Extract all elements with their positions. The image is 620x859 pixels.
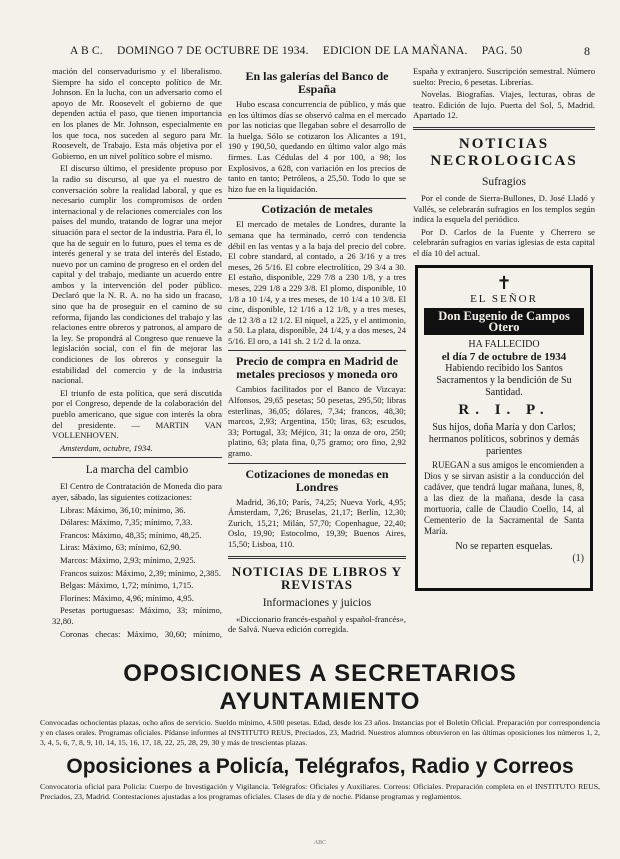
subsection-title-informaciones: Informaciones y juicios [262, 596, 372, 609]
exchange-line: Pesetas portuguesas: Máximo, 33; mínimo, 32,80. [52, 605, 222, 626]
exchange-line: Coronas checas: Máximo, 30,60; mínimo, [60, 628, 222, 639]
article-paragraph: mación del conservadurismo y el liberalismo. Siempre ha sido el concepto político de Mr. Johnson. En la lucha, con un adversario como el apoyo de Mr. Roosevelt el gobierno de que dependen actúa el paso, que tienen importancia en los planes de Mr. Johnson, especialmente en los que toca, nos suceden al seguro para Mr. Roosevelt, de Trabajo. Esta más objetiva por el Gobierno, en un nivel político sobre el mismo. [52, 66, 222, 161]
article-paragraph: Cambios facilitados por el Banco de Vizcaya: Alfonsos, 29,65 pesetas; 50 pesetas, 295,50; libras esterlinas, 36,05; dólares, 7,34; francos, 48,30; marcos, 2,93; Argentina, 150; liras, 63; escudos, 33; Portugal, 33; Méjico, 31; la onza de oro, 250; platino, 63; plata fina, 0,75 gramo; oro fino, 2,92 gramo. [228, 384, 406, 459]
header-abc: A B C. [70, 45, 103, 57]
section-title-libros: NOTICIAS DE LIBROS Y REVISTAS [231, 563, 403, 592]
obituary-family: Sus hijos, doña María y don Carlos; hermanos políticos, sobrinos y demás parientes [428, 421, 580, 457]
article-paragraph: España y extranjero. Suscripción semestral. Número suelto: Precio, 6 pesetas. Librerías. [413, 66, 595, 87]
cross-icon: ✝ [496, 272, 512, 293]
exchange-line: Francos suizos: Máximo, 2,39; mínimo, 2,385. [60, 567, 221, 578]
divider [228, 350, 406, 351]
exchange-line: Liras: Máximo, 63; mínimo, 62,90. [60, 542, 182, 553]
divider [228, 463, 406, 464]
section-title-monedas-londres: Cotizaciones de monedas en Londres [245, 466, 389, 494]
article-dateline: Amsterdam, octubre, 1934. [60, 442, 153, 453]
article-paragraph: El mercado de metales de Londres, durante la semana que ha terminado, cerró con tendencia débil en las ventas y a la baja del precio del cobre. El cobre standard, al contado, a 26 3/16 y a tres meses, 26 5/16. El cobre electrolítico, 29 3/4 a 30. El estaño, disponible, 229 7/8 a 230 1/8, y a tres meses, 229 1/8 a 229 3/8. El plomo, disponible, 10 1/8 a 10 1/4, y a tres meses, de 10 1/4 a 10 3/8. El cinc, disponible, 12 1/16 a 12 1/8, y a tres meses, de 12 3/8 a 12 1/2. El níquel, a 225, y el antimonio, a 50. La plata, disponible, 24 1/4, y a dos meses, 24 5/16. El oro, a 141 sh. 2 1/2 d. la onza. [228, 219, 406, 346]
obituary-ref: (1) [572, 552, 584, 564]
exchange-line: Libras: Máximo, 36,10; mínimo, 36. [60, 504, 186, 515]
exchange-line: Francos: Máximo, 48,35; mínimo, 48,25. [60, 529, 202, 540]
article-paragraph: Por D. Carlos de la Fuente y Cherrero se celebrarán sufragios en varias iglesias de esta capital el día 10 del actual. [413, 226, 595, 258]
column-2 [228, 66, 406, 646]
ad-body-secretarios: Convocadas ochocientas plazas, ocho años de servicio. Sueldo mínimo, 4.500 pesetas. Edad, desde los 23 años. Instancias por el Boletín Oficial. Preparación por correspondencia y en clases orales. Programas oficiales. Pídanse informes al INSTITUTO REUS, Preciados, 23, Madrid. Nuestros alumnos obtuvieron en las últimas oposiciones los números 1, 2, 3, 4, 5, 6, 7, 8, 9, 10, 14, 15, 16, 17, 18, 22, 25, 28, 29, 30 y más de trescientas plazas. [40, 718, 600, 747]
exchange-line: Belgas: Máximo, 1,72; mínimo, 1,715. [60, 580, 194, 591]
obituary-fallecio: HA FALLECIDO [468, 339, 540, 351]
section-title-precio-compra: Precio de compra en Madrid de metales preciosos y moneda oro [235, 354, 399, 382]
section-title-metales: Cotización de metales [261, 202, 373, 217]
exchange-line: Dólares: Máximo, 7,35; mínimo, 7,33. [60, 517, 193, 528]
obituary-no-esquelas: No se reparten esquelas. [455, 540, 553, 552]
obituary-ruegan: RUEGAN a sus amigos le encomienden a Dios y se sirvan asistir a la conducción del cadáver, que tendrá lugar mañana, lunes, 8, a las diez de la mañana, desde la casa mortuoria, calle de Claudio Coello, 14, al Cementerio de la Sacramental de Santa María. [424, 459, 584, 536]
header-date: DOMINGO 7 DE OCTUBRE DE 1934. [117, 45, 309, 57]
section-title-necrologicas: NOTICIAS NECROLOGICAS [430, 135, 578, 169]
ad-body-policia: Convocatoria oficial para Policía: Cuerpo de Investigación y Vigilancia. Telégrafos: Oficiales y Auxiliares. Correos: Oficiales. Preparación completa en el INSTITUTO REUS, Preciados, 23, Madrid. Contestaciones ajustadas a los programas oficiales. Clases de día y de noche. Pídanse programas y reglamentos. [40, 782, 600, 801]
section-title-cambio: La marcha del cambio [85, 464, 189, 477]
header-edition: EDICION DE LA MAÑANA. [322, 45, 468, 57]
obituary-sacraments: Habiendo recibido los Santos Sacramentos y la bendición de Su Santidad. [436, 363, 572, 399]
divider [52, 457, 222, 458]
subsection-title-sufragios: Sufragios [481, 175, 527, 188]
article-paragraph: El discurso último, el presidente propuso por la radio su discurso, al que ya el nuestro de conversación sobre la realidad laboral, y que es necesario cumplir los compromisos de orden internacional y de relaciones comerciales con los países del mundo, tratando de lograr una mejor situación para el sector de la industria. Para él, lo que ha de seguir en lo futuro, pues el tema es de interés general y se trata del interés del Estado, nuevo por un camino de progreso en el orden del capital y del trabajo, mediante un acuerdo entre ambos y la intervención del poder público. Declaró que la N. R. A. no ha sido un fracaso, sino que ha de proseguir en el camino de su reforma, fijando las condiciones del trabajo y las relaciones entre obreros y patronos, al amparo de la ley. Se propondrá al Congreso que renueve la legislación social, con el fin de mejorar las condiciones de los obreros y conseguir la estabilidad del comercio y de la industria nacional. [52, 163, 222, 386]
obituary-el-senor: EL SEÑOR [470, 292, 538, 305]
ad-title-policia: Oposiciones a Policía, Telégrafos, Radio y Correos [66, 755, 574, 778]
exchange-paragraph: El Centro de Contratación de Moneda dio para ayer, sábado, las siguientes cotizaciones: [52, 481, 222, 502]
header-page: PAG. 50 [481, 45, 523, 57]
obituary-notice [415, 265, 593, 591]
page-corner-number: 8 [584, 44, 590, 58]
advertisements [40, 660, 600, 808]
article-paragraph: Novelas. Biografías. Viajes, lecturas, obras de teatro. Edición de lujo. Puerta del Sol, 5, Madrid. Apartado 12. [413, 89, 595, 121]
article-paragraph: El triunfo de esta política, que será discutida por el Congreso, depende de la colaboración del pueblo americano, que sigue con interés la obra del presidente. — MARTIN VAN VOLLENHOVEN. [52, 387, 222, 441]
article-paragraph: Hubo escasa concurrencia de público, y más que en los últimos días se observó calma en el mercado por las noticias que llegaban sobre el desarrollo de la huelga. Sólo se cotizaron los Alicantes a 191, 190 y 190,50, quedando en último valor algo más firmes. Las Cédulas del 4 por 100, a 98; los Explosivos, a 628, con variación en los precios de tanto en tanto; Petróleos, a 25,50. Todo lo que se hizo fue en la liquidación. [228, 99, 406, 194]
divider [228, 198, 406, 199]
section-title-banco: En las galerías del Banco de España [245, 69, 389, 96]
exchange-line: Florines: Máximo, 4,96; mínimo, 4,95. [60, 592, 194, 603]
column-1 [52, 66, 222, 641]
obituary-rip: R. I. P. [458, 402, 550, 419]
article-paragraph: Madrid, 36,10; París, 74,25; Nueva York, 4,95; Ámsterdam, 7,26; Bruselas, 21,17; Berlín, 12,30; Zurich, 15,21; Milán, 57,70; Copenhague, 22,40; Oslo, 19,90; Estocolmo, 19,39; Buenos Aires, 15,50; Lisboa, 110. [228, 496, 406, 549]
ad-title-secretarios: OPOSICIONES A SECRETARIOS AYUNTAMIENTO [123, 660, 517, 715]
watermark: ABC [313, 840, 327, 846]
column-3 [413, 66, 595, 641]
divider-double [228, 556, 406, 559]
obituary-name: Don Eugenio de Campos Otero [424, 308, 584, 335]
article-paragraph: Por el conde de Sierra-Bullones, D. José Lladó y Vallés, se celebrarán sufragios en los templos según indica la esquela del periódico. [413, 192, 595, 225]
article-paragraph: «Diccionario francés-español y español-francés», de Salvá. Nueva edición corregida. [228, 613, 406, 635]
exchange-line: Marcos: Máximo, 2,93; mínimo, 2,925. [60, 554, 196, 565]
obituary-date: el día 7 de octubre de 1934 [441, 351, 567, 364]
divider-double [413, 127, 595, 130]
page-header [70, 45, 590, 63]
